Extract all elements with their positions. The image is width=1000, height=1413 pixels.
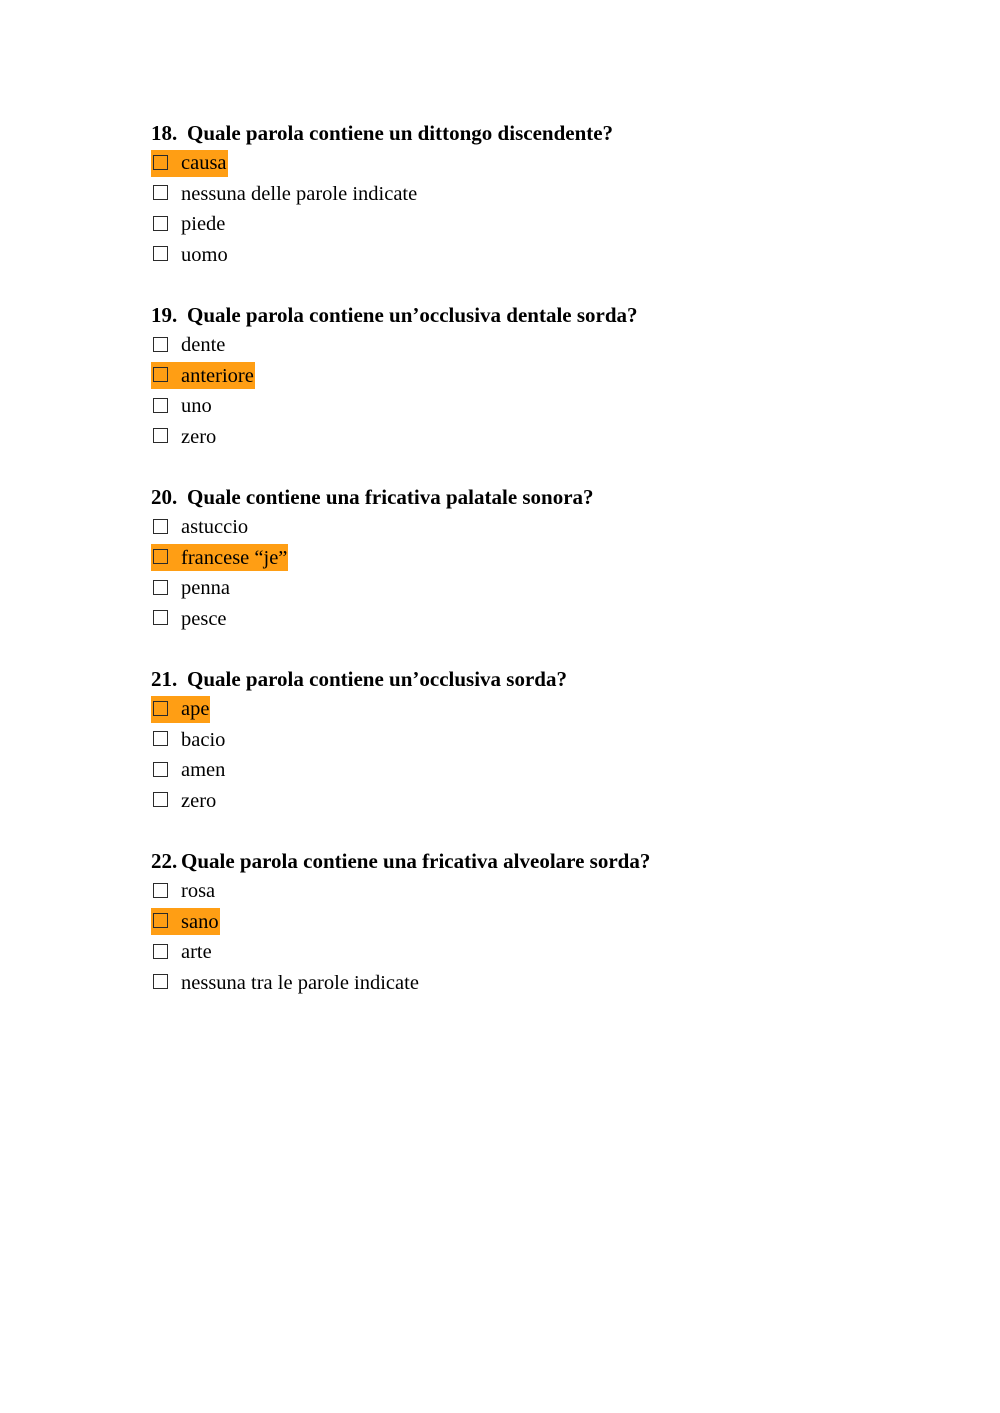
answer-option-francese-je[interactable]: [151, 544, 288, 571]
question-21: [151, 664, 911, 816]
question-number: 21.: [151, 667, 178, 691]
question-number: 20.: [151, 485, 178, 509]
answer-option-rosa[interactable]: [151, 878, 216, 905]
answer-option-ape[interactable]: [151, 696, 210, 723]
checkbox-icon[interactable]: [153, 580, 168, 595]
option-item: [151, 179, 911, 210]
answer-option-arte[interactable]: [151, 939, 213, 966]
answer-option-piede[interactable]: [151, 211, 226, 238]
checkbox-icon[interactable]: [153, 731, 168, 746]
option-label: francese “je”: [181, 546, 288, 569]
option-item: [151, 907, 911, 938]
option-list: [151, 148, 911, 270]
question-title: [151, 118, 911, 148]
question-text: Quale contiene una fricativa palatale sonora?: [187, 485, 594, 509]
answer-option-zero[interactable]: [151, 423, 217, 450]
option-item: [151, 725, 911, 756]
option-label: amen: [181, 759, 226, 782]
option-item: [151, 755, 911, 786]
answer-option-nessuna[interactable]: [151, 180, 418, 207]
option-item: [151, 391, 911, 422]
checkbox-icon[interactable]: [153, 519, 168, 534]
option-label: nessuna tra le parole indicate: [181, 971, 419, 994]
answer-option-zero[interactable]: [151, 787, 217, 814]
answer-option-astuccio[interactable]: [151, 514, 249, 541]
option-list: [151, 512, 911, 634]
option-label: pesce: [181, 607, 227, 630]
option-label: rosa: [181, 880, 216, 903]
option-label: zero: [181, 789, 217, 812]
checkbox-icon[interactable]: [153, 701, 168, 716]
answer-option-penna[interactable]: [151, 575, 231, 602]
option-label: astuccio: [181, 516, 249, 539]
checkbox-icon[interactable]: [153, 883, 168, 898]
answer-option-causa[interactable]: [151, 150, 228, 177]
answer-option-pesce[interactable]: [151, 605, 228, 632]
option-label: causa: [181, 152, 227, 175]
option-label: penna: [181, 577, 230, 600]
checkbox-icon[interactable]: [153, 185, 168, 200]
option-item: [151, 330, 911, 361]
checkbox-icon[interactable]: [153, 944, 168, 959]
question-text: Quale parola contiene un dittongo discendente?: [187, 121, 614, 145]
option-item: [151, 240, 911, 271]
question-20: [151, 482, 911, 634]
checkbox-icon[interactable]: [153, 428, 168, 443]
option-item: [151, 512, 911, 543]
answer-option-uno[interactable]: [151, 393, 213, 420]
answer-option-sano[interactable]: [151, 908, 220, 935]
option-label: dente: [181, 334, 226, 357]
option-list: [151, 876, 911, 998]
option-list: [151, 694, 911, 816]
answer-option-nessuna[interactable]: [151, 969, 420, 996]
question-text: Quale parola contiene una fricativa alveolare sorda?: [181, 849, 651, 873]
option-item: [151, 422, 911, 453]
option-item: [151, 876, 911, 907]
question-19: [151, 300, 911, 452]
question-title: [151, 664, 911, 694]
answer-option-dente[interactable]: [151, 332, 226, 359]
question-text: Quale parola contiene un’occlusiva sorda?: [187, 667, 567, 691]
option-item: [151, 786, 911, 817]
question-text: Quale parola contiene un’occlusiva dentale sorda?: [187, 303, 638, 327]
checkbox-icon[interactable]: [153, 762, 168, 777]
option-label: bacio: [181, 728, 226, 751]
checkbox-icon[interactable]: [153, 246, 168, 261]
question-title: [151, 846, 911, 876]
checkbox-icon[interactable]: [153, 155, 168, 170]
question-number: 19.: [151, 303, 178, 327]
option-item: [151, 604, 911, 635]
option-label: uno: [181, 395, 212, 418]
question-title: [151, 300, 911, 330]
option-label: arte: [181, 941, 212, 964]
checkbox-icon[interactable]: [153, 913, 168, 928]
answer-option-uomo[interactable]: [151, 241, 229, 268]
option-label: uomo: [181, 243, 228, 266]
option-label: zero: [181, 425, 217, 448]
option-list: [151, 330, 911, 452]
question-18: [151, 118, 911, 270]
option-label: sano: [181, 910, 219, 933]
question-number: 18.: [151, 121, 178, 145]
checkbox-icon[interactable]: [153, 216, 168, 231]
answer-option-anteriore[interactable]: [151, 362, 255, 389]
option-item: [151, 209, 911, 240]
option-item: [151, 148, 911, 179]
answer-option-bacio[interactable]: [151, 726, 226, 753]
option-item: [151, 694, 911, 725]
option-item: [151, 937, 911, 968]
question-title: [151, 482, 911, 512]
checkbox-icon[interactable]: [153, 974, 168, 989]
checkbox-icon[interactable]: [153, 549, 168, 564]
checkbox-icon[interactable]: [153, 610, 168, 625]
checkbox-icon[interactable]: [153, 337, 168, 352]
question-22: [151, 846, 911, 998]
checkbox-icon[interactable]: [153, 367, 168, 382]
checkbox-icon[interactable]: [153, 792, 168, 807]
option-label: nessuna delle parole indicate: [181, 182, 418, 205]
option-label: ape: [181, 698, 210, 721]
quiz-page: [151, 118, 911, 1028]
question-number: 22.: [151, 849, 178, 873]
option-label: piede: [181, 213, 226, 236]
checkbox-icon[interactable]: [153, 398, 168, 413]
option-label: anteriore: [181, 364, 254, 387]
option-item: [151, 543, 911, 574]
answer-option-amen[interactable]: [151, 757, 226, 784]
option-item: [151, 573, 911, 604]
option-item: [151, 968, 911, 999]
option-item: [151, 361, 911, 392]
